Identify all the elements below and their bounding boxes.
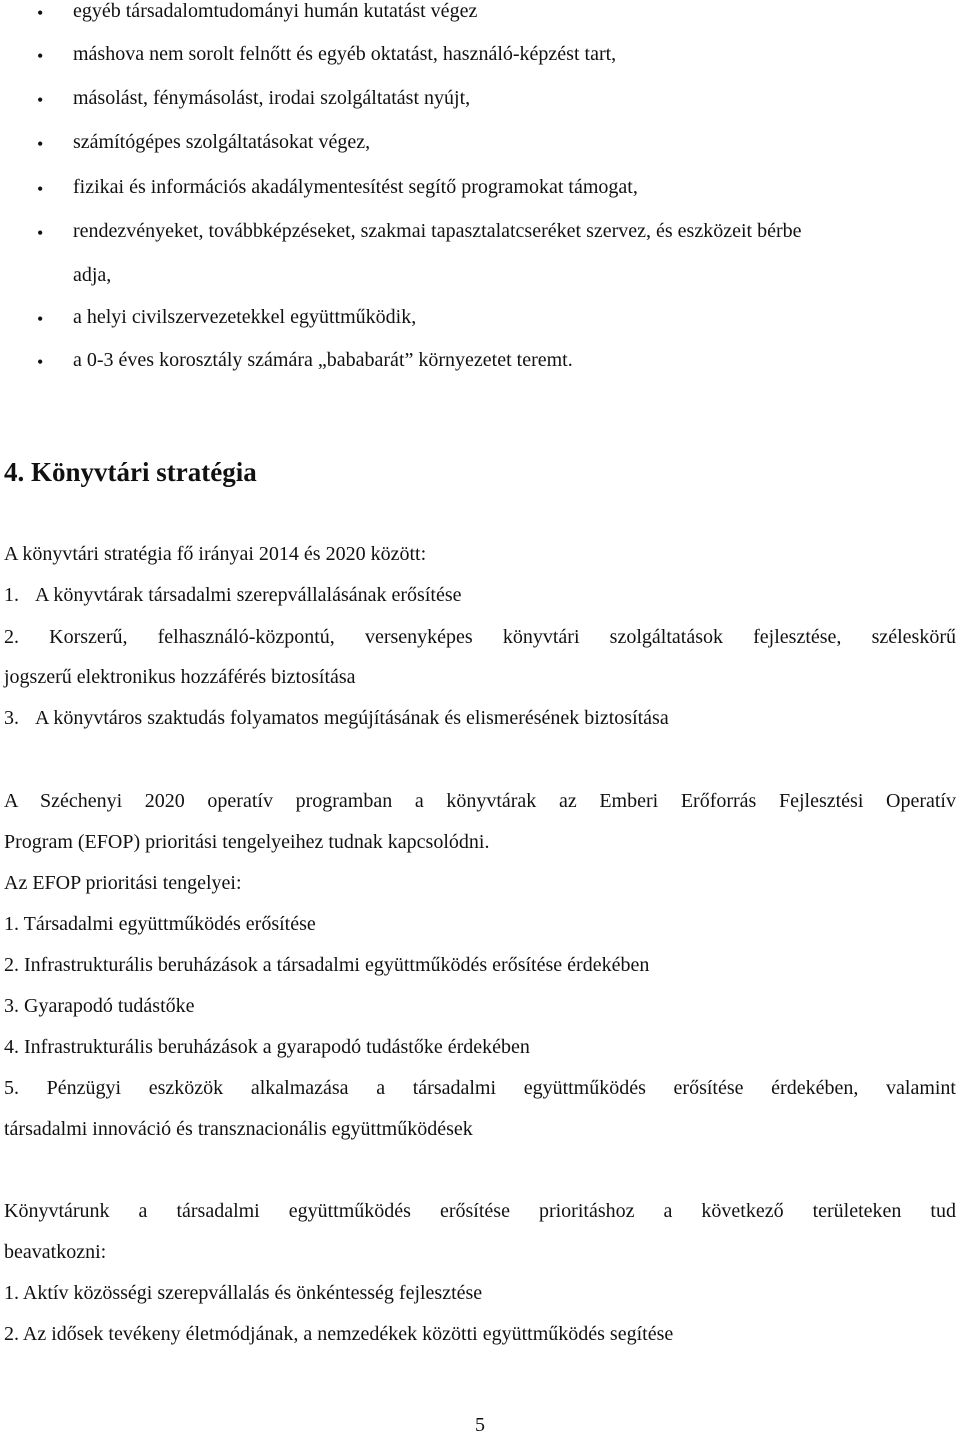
efop-axis-item: 4. Infrastrukturális beruházások a gyarapodó tudástőke érdekében — [4, 1036, 530, 1058]
list-item — [0, 172, 960, 202]
list-item-continuation — [0, 260, 960, 290]
strategy-item-text: Korszerű, felhasználó-központú, versenyképes könyvtári szolgáltatások fejlesztése, széleskörű — [49, 626, 957, 648]
list-item-text: a 0-3 éves korosztály számára „bababarát” környezetet teremt. — [73, 349, 573, 371]
strategy-item-number: 3. — [4, 707, 19, 729]
section-heading: 4. Könyvtári stratégia — [4, 457, 257, 487]
bullet-icon: • — [37, 179, 44, 199]
list-item-text: egyéb társadalomtudományi humán kutatást végez — [73, 0, 478, 22]
list-item — [0, 216, 960, 246]
bullet-icon: • — [37, 134, 44, 154]
library-area-item: 2. Az idősek tevékeny életmódjának, a nemzedékek közötti együttműködés segítése — [4, 1323, 674, 1345]
efop-axis-item: 5. Pénzügyi eszközök alkalmazása a társadalmi együttműködés erősítése érdekében, valamint — [4, 1077, 956, 1099]
efop-axis-item: 2. Infrastrukturális beruházások a társadalmi együttműködés erősítése érdekében — [4, 954, 650, 976]
list-item — [0, 127, 960, 157]
strategy-item-text: A könyvtárak társadalmi szerepvállalásának erősítése — [35, 584, 462, 606]
efop-axis-item: 3. Gyarapodó tudástőke — [4, 995, 195, 1017]
list-item-text: fizikai és információs akadálymentesítést segítő programokat támogat, — [73, 176, 638, 198]
efop-axis-item-continuation: társadalmi innováció és transznacionális együttműködések — [4, 1118, 473, 1140]
strategy-item-number: 2. — [4, 626, 19, 648]
strategy-item-continuation: jogszerű elektronikus hozzáférés biztosítása — [4, 666, 356, 688]
bullet-icon: • — [37, 90, 44, 110]
list-item-text: számítógépes szolgáltatásokat végez, — [73, 131, 371, 153]
list-item — [0, 345, 960, 375]
list-item-text: máshova nem sorolt felnőtt és egyéb oktatást, használó-képzést tart, — [73, 43, 617, 65]
bullet-icon: • — [37, 3, 44, 23]
library-paragraph-line: Könyvtárunk a társadalmi együttműködés erősítése prioritáshoz a következő területeken tud — [4, 1200, 956, 1222]
strategy-item — [4, 703, 669, 733]
strategy-intro: A könyvtári stratégia fő irányai 2014 és 2020 között: — [4, 543, 427, 565]
list-item-text: rendezvényeket, továbbképzéseket, szakmai tapasztalatcseréket szervez, és eszközeit bérbe — [73, 220, 802, 242]
list-item-text: másolást, fénymásolást, irodai szolgáltatást nyújt, — [73, 87, 471, 109]
bullet-icon: • — [37, 352, 44, 372]
list-item — [0, 39, 960, 69]
list-item-text: adja, — [73, 264, 112, 286]
efop-axes-title: Az EFOP prioritási tengelyei: — [4, 872, 242, 894]
list-item-text: a helyi civilszervezetekkel együttműködik, — [73, 306, 417, 328]
bullet-icon: • — [37, 223, 44, 243]
strategy-item-text: A könyvtáros szaktudás folyamatos megújításának és elismerésének biztosítása — [35, 707, 669, 729]
page-number: 5 — [475, 1414, 485, 1436]
strategy-item — [4, 580, 462, 610]
library-paragraph-line: beavatkozni: — [4, 1241, 107, 1263]
list-item — [0, 0, 960, 26]
bullet-icon: • — [37, 46, 44, 66]
efop-paragraph-line: Program (EFOP) prioritási tengelyeihez tudnak kapcsolódni. — [4, 831, 490, 853]
bullet-icon: • — [37, 309, 44, 329]
list-item — [0, 302, 960, 332]
strategy-item — [4, 622, 956, 652]
efop-axis-item: 1. Társadalmi együttműködés erősítése — [4, 913, 316, 935]
strategy-item-number: 1. — [4, 584, 19, 606]
library-area-item: 1. Aktív közösségi szerepvállalás és önkéntesség fejlesztése — [4, 1282, 483, 1304]
efop-paragraph-line: A Széchenyi 2020 operatív programban a könyvtárak az Emberi Erőforrás Fejlesztési Operatív — [4, 790, 956, 812]
list-item — [0, 83, 960, 113]
